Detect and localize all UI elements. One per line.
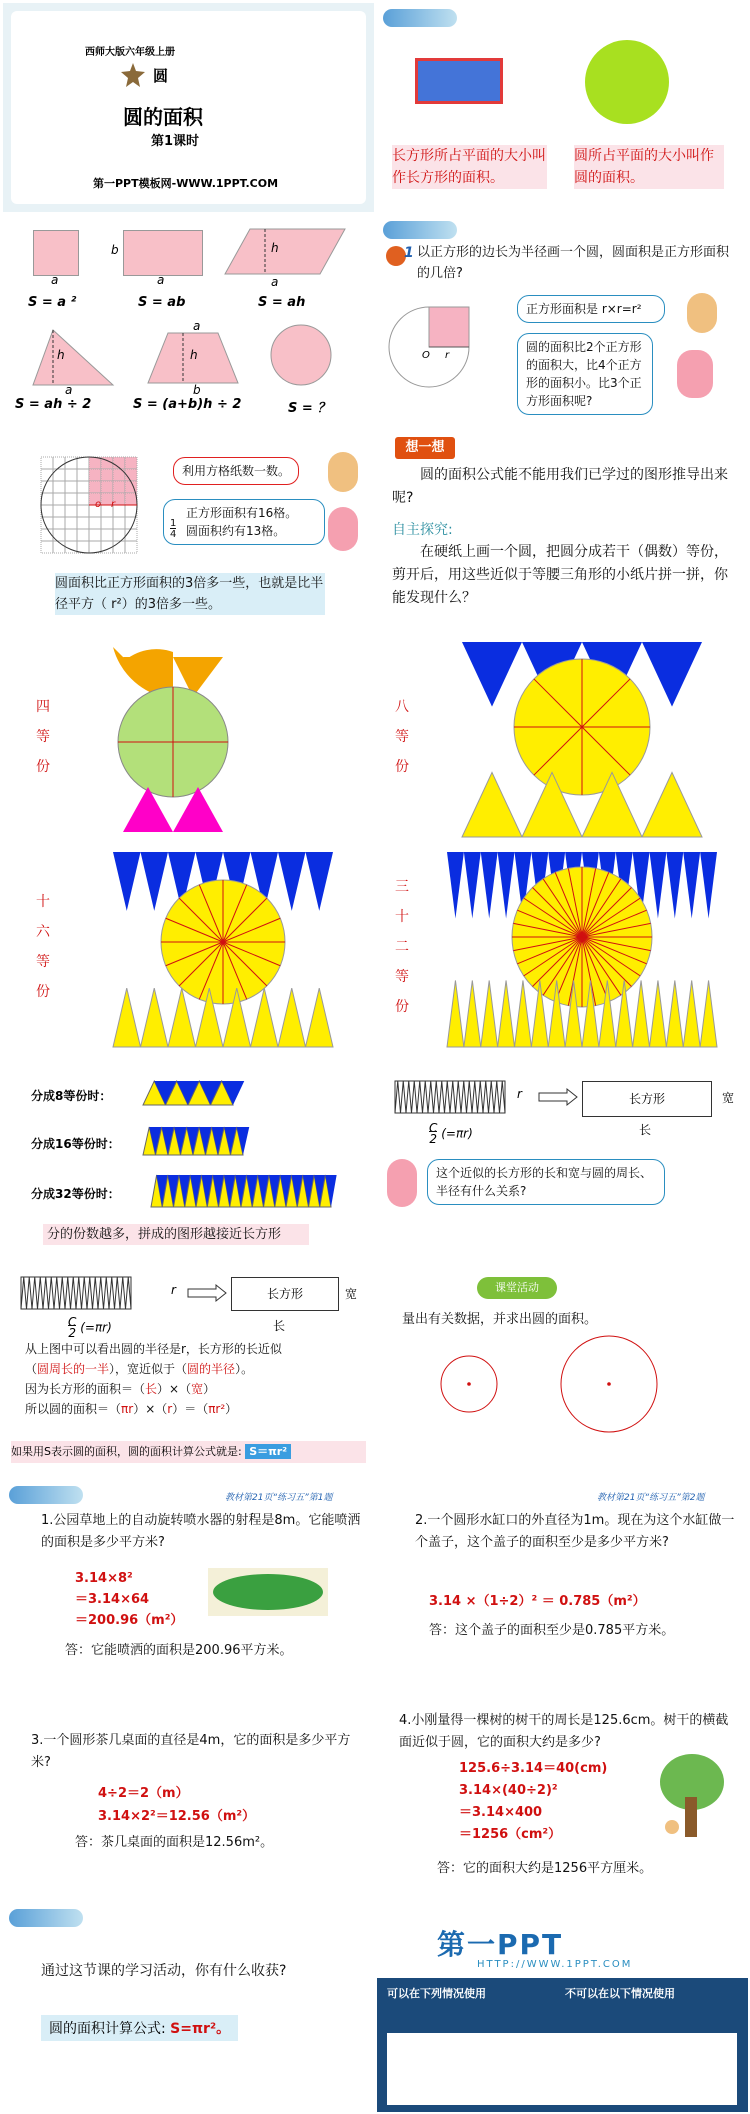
triangle-shape xyxy=(33,330,113,390)
yellow-sector xyxy=(447,981,464,1048)
strip-16 xyxy=(143,1127,263,1157)
question-text: 3.一个圆形茶几桌面的直径是4m，它的面积是多少平方米? xyxy=(31,1733,351,1770)
radius-label: r xyxy=(171,1283,176,1297)
question-text: 4.小刚量得一棵树的树干的周长是125.6cm。树干的横截面近似于圆，它的面积大约是多少? xyxy=(399,1713,729,1750)
site-label: 第一PPT模板网-WWW.1PPT.COM xyxy=(93,177,279,190)
trap-h-label: h xyxy=(190,348,198,362)
parts-label: 八 等 份 xyxy=(395,699,409,775)
conclusion-text: 分的份数越多，拼成的图形越接近长方形 xyxy=(43,1224,309,1245)
solution-step: 3.14 ×（1÷2）² ＝ 0.785（m²） xyxy=(429,1594,646,1609)
slide-question-1 xyxy=(377,215,748,424)
strip-32 xyxy=(151,1175,351,1209)
para-h-label: h xyxy=(271,241,279,255)
girl-avatar xyxy=(328,507,358,551)
row-8-label: 分成8等份时： xyxy=(31,1089,112,1103)
blue-sector xyxy=(481,852,498,919)
rectangle-box: 长方形 xyxy=(582,1081,712,1117)
rect-a-label: a xyxy=(157,273,165,287)
slide-exercise-2 xyxy=(377,1480,748,1689)
square-shape xyxy=(33,230,79,276)
yellow-sector xyxy=(278,988,306,1047)
formula-badge: S＝πr² xyxy=(245,1444,291,1459)
slide-rectangle-relation xyxy=(377,1059,748,1268)
brand-logo: 第一PPT xyxy=(437,1928,564,1961)
yellow-sector xyxy=(650,981,667,1048)
slide-thirtytwo-parts xyxy=(377,847,748,1056)
slide-tag-icon xyxy=(9,1486,83,1504)
formula-circle: S = ？ xyxy=(288,401,331,416)
bubble-line-2: 圆面积约有13格。 xyxy=(186,524,286,538)
grid-cell-pink xyxy=(113,481,125,493)
slide-sixteen-parts xyxy=(3,847,374,1056)
blue-sector xyxy=(447,852,464,919)
slide-summary xyxy=(3,1903,374,2112)
boy-avatar xyxy=(328,452,358,492)
zigzag-line xyxy=(395,1081,505,1113)
answer-text: 答：它能喷洒的面积是200.96平方米。 xyxy=(65,1643,293,1658)
slide-grid-count xyxy=(3,427,374,636)
circle-shape xyxy=(585,40,685,140)
slide-brand xyxy=(377,1903,748,2112)
speech-bubble: 这个近似的长方形的长和宽与圆的周长、半径有什么关系? xyxy=(427,1159,665,1205)
star-icon xyxy=(121,63,145,87)
girl-avatar xyxy=(387,1159,417,1207)
fraction: 1 4 xyxy=(170,518,177,540)
formula-para: S = ah xyxy=(258,295,306,310)
yellow-sector xyxy=(113,988,141,1047)
speech-bubble-1: 正方形面积是 r×r=r² xyxy=(517,295,665,323)
parallelogram-shape xyxy=(225,229,345,279)
derivation-line-1: 从上图中可以看出圆的半径是r，长方形的长近似 xyxy=(25,1342,282,1356)
four-part-diagram xyxy=(103,647,343,846)
thirtytwo-part-diagram xyxy=(432,852,732,1052)
question-text: 圆的面积公式能不能用我们已学过的图形推导出来呢? xyxy=(392,467,728,506)
slide-class-activity xyxy=(377,1269,748,1478)
center-label: o xyxy=(95,499,102,510)
task-text: 量出有关数据，并求出圆的面积。 xyxy=(402,1312,598,1327)
row-32-label: 分成32等份时： xyxy=(31,1187,120,1201)
formula-square: S = a ² xyxy=(28,295,77,310)
textbook-ref: 教材第21页“练习五”第2题 xyxy=(597,1493,705,1503)
center-label: O xyxy=(422,350,430,361)
blue-sector xyxy=(650,852,667,919)
rectangle-shape xyxy=(415,58,503,104)
blue-sector xyxy=(141,852,169,911)
question-text: 以正方形的边长为半径画一个圆，圆面积是正方形面积的几倍? xyxy=(417,245,730,281)
lawn-image xyxy=(208,1568,328,1618)
rectangle-caption: 长方形所占平面的大小叫作长方形的面积。 xyxy=(392,145,547,189)
slide-tag-icon xyxy=(383,9,457,27)
slide-exercise-4 xyxy=(377,1692,748,1901)
rect-b-label: b xyxy=(111,243,119,257)
slide-four-parts xyxy=(3,637,374,846)
arrow-icon xyxy=(188,1285,228,1301)
yellow-sector xyxy=(515,981,532,1048)
rectangle-box: 长方形 xyxy=(231,1277,339,1311)
blue-sector xyxy=(666,852,683,919)
yellow-sector xyxy=(633,981,650,1048)
length-label: 长 xyxy=(273,1319,286,1333)
usage-allowed-heading: 可以在下列情况使用 xyxy=(387,1987,486,2000)
circle-shape xyxy=(271,325,335,389)
formula-box: 圆的面积计算公式: S=πr²。 xyxy=(41,2015,238,2041)
question-text: 通过这节课的学习活动，你有什么收获? xyxy=(41,1963,287,1979)
grid-cell-pink xyxy=(89,469,101,481)
slide-tag-icon xyxy=(9,1909,83,1927)
formula-rect: S = ab xyxy=(138,295,186,310)
yellow-sector xyxy=(462,772,522,837)
derivation-line-2: （圆周长的一半），宽近似于（圆的半径）。 xyxy=(25,1362,254,1376)
trap-a-label: a xyxy=(193,319,201,333)
blue-sector xyxy=(113,852,141,911)
length-label: 长 xyxy=(639,1123,652,1137)
radius-label: r xyxy=(517,1087,522,1101)
formula-triangle: S = ah ÷ 2 xyxy=(15,397,92,412)
yellow-sector xyxy=(464,981,481,1048)
circle-square-diagram xyxy=(389,295,489,395)
slide-think xyxy=(377,427,748,636)
speech-bubble-1: 利用方格纸数一数。 xyxy=(173,457,299,485)
radius-label: r xyxy=(445,350,450,361)
square-a-label: a xyxy=(51,273,59,287)
radius-label: r xyxy=(111,499,116,510)
para-a-label: a xyxy=(271,275,279,289)
slide-cover xyxy=(3,3,374,212)
blue-sector xyxy=(498,852,515,919)
activity-badge: 课堂活动 xyxy=(477,1277,557,1299)
question-number: 1 xyxy=(404,245,414,261)
circle-caption: 圆所占平面的大小叫作圆的面积。 xyxy=(574,145,724,189)
blue-sector xyxy=(642,642,702,707)
blue-sector xyxy=(700,852,717,919)
grid-cell-pink xyxy=(89,457,101,469)
solution-steps: 4÷2＝2（m） 3.14×2²＝12.56（m²） xyxy=(98,1786,256,1824)
grid-cell-pink xyxy=(125,493,137,505)
row-16-label: 分成16等份时： xyxy=(31,1137,120,1151)
slide-tag-icon xyxy=(383,221,457,239)
zigzag-rectangle xyxy=(21,1277,171,1317)
parts-label: 四 等 份 xyxy=(36,699,50,775)
solution-steps: 3.14×8² ＝3.14×64 ＝200.96（m²） xyxy=(75,1571,184,1628)
question-text: 1.公园草地上的自动旋转喷水器的射程是8m。它能喷洒的面积是多少平方米? xyxy=(41,1513,361,1550)
half-circumference-label: C 2 (=πr) xyxy=(429,1121,473,1146)
book-label: 西师大版六年级上册 xyxy=(85,47,175,58)
tri-a-label: a xyxy=(65,383,73,397)
slide-area-formulas xyxy=(3,215,374,424)
think-badge: 想一想 xyxy=(395,437,455,459)
yellow-sector xyxy=(306,988,334,1047)
grid-cell-pink xyxy=(101,469,113,481)
solution-steps: 125.6÷3.14＝40(cm) 3.14×(40÷2)² ＝3.14×400 ＝1256（cm²） xyxy=(459,1761,608,1842)
lesson-label: 第1课时 xyxy=(151,134,200,149)
yellow-sector xyxy=(700,981,717,1048)
question-text: 2.一个圆形水缸口的外直径为1m。现在为这个水缸做一个盖子，这个盖子的面积至少是多少平方米? xyxy=(415,1513,735,1550)
bubble-line-1: 正方形面积有16格。 xyxy=(186,506,298,520)
yellow-sector xyxy=(251,988,279,1047)
zigzag-rectangle xyxy=(395,1081,545,1121)
slide-exercise-1 xyxy=(3,1480,374,1689)
parts-label: 三 十 二 等 份 xyxy=(395,879,409,1015)
yellow-sector xyxy=(141,988,169,1047)
summary-bar: 如果用S表示圆的面积，圆的面积计算公式就是: S＝πr² xyxy=(11,1441,366,1463)
arrow-icon xyxy=(539,1089,579,1105)
girl-avatar xyxy=(677,350,713,398)
grid-diagram xyxy=(41,457,141,557)
page-title: 圆的面积 xyxy=(123,105,203,129)
blue-sector xyxy=(462,642,522,707)
textbook-ref: 教材第21页“练习五”第1题 xyxy=(225,1493,333,1503)
conclusion-text: 圆面积比正方形面积的3倍多一些，也就是比半径平方（ r²）的3倍多一些。 xyxy=(55,573,325,615)
eight-part-diagram xyxy=(432,642,732,842)
measure-circles xyxy=(377,1344,737,1464)
boy-avatar xyxy=(687,293,717,333)
link-list-panel xyxy=(387,2033,737,2105)
slide-area-definition xyxy=(377,3,748,212)
speech-bubble-2: 圆的面积比2个正方形的面积大，比4个正方形的面积小。比3个正方形面积呢? xyxy=(517,333,653,415)
body-text: 在硬纸上画一个圆，把圆分成若干（偶数）等份，剪开后，用这些近似于等腰三角形的小纸片拼一拼，你能发现什么？ xyxy=(392,544,728,606)
blue-sector xyxy=(464,852,481,919)
answer-text: 答：这个盖子的面积至少是0.785平方米。 xyxy=(429,1623,675,1638)
half-circumference-label: C 2 (=πr) xyxy=(68,1315,112,1340)
blue-sector xyxy=(278,852,306,911)
width-label: 宽 xyxy=(722,1091,735,1105)
slide-derivation xyxy=(3,1269,374,1478)
yellow-sector xyxy=(683,981,700,1048)
grid-cell-pink xyxy=(89,481,101,493)
rectangle-shape xyxy=(123,230,203,276)
slide-exercise-3 xyxy=(3,1692,374,1901)
tri-h-label: h xyxy=(57,348,65,362)
derivation-line-3: 因为长方形的面积＝（长）×（宽） xyxy=(25,1382,216,1396)
answer-text: 答：茶几桌面的面积是12.56m²。 xyxy=(75,1835,274,1850)
width-label: 宽 xyxy=(345,1287,358,1301)
yellow-sector xyxy=(481,981,498,1048)
zigzag-line xyxy=(21,1277,131,1309)
unit-title: 圆 xyxy=(153,67,169,85)
grid-cell-pink xyxy=(125,457,137,469)
answer-text: 答：它的面积大约是1256平方厘米。 xyxy=(437,1861,653,1876)
sixteen-part-diagram xyxy=(93,852,353,1052)
derivation-line-4: 所以圆的面积＝（πr）×（r）＝（πr²） xyxy=(25,1402,238,1416)
strip-8 xyxy=(143,1081,253,1107)
trap-b-label: b xyxy=(193,383,201,397)
blue-sector xyxy=(683,852,700,919)
parts-label: 十 六 等 份 xyxy=(36,894,50,1000)
tree-image xyxy=(657,1752,727,1842)
usage-forbidden-heading: 不可以在以下情况使用 xyxy=(565,1987,675,2000)
section-heading: 自主探究: xyxy=(392,522,453,538)
derivation-text xyxy=(25,1339,365,1419)
yellow-sector xyxy=(498,981,515,1048)
grid-cell-pink xyxy=(101,481,113,493)
yellow-sector xyxy=(642,772,702,837)
yellow-sector xyxy=(666,981,683,1048)
slide-rearrange xyxy=(3,1059,374,1268)
speech-bubble-2 xyxy=(163,499,325,545)
formula-trapezoid: S = (a+b)h ÷ 2 xyxy=(133,397,242,412)
blue-sector xyxy=(306,852,334,911)
slide-eight-parts xyxy=(377,637,748,846)
yellow-sector xyxy=(168,988,196,1047)
brand-url: HTTP://WWW.1PPT.COM xyxy=(477,1959,633,1970)
